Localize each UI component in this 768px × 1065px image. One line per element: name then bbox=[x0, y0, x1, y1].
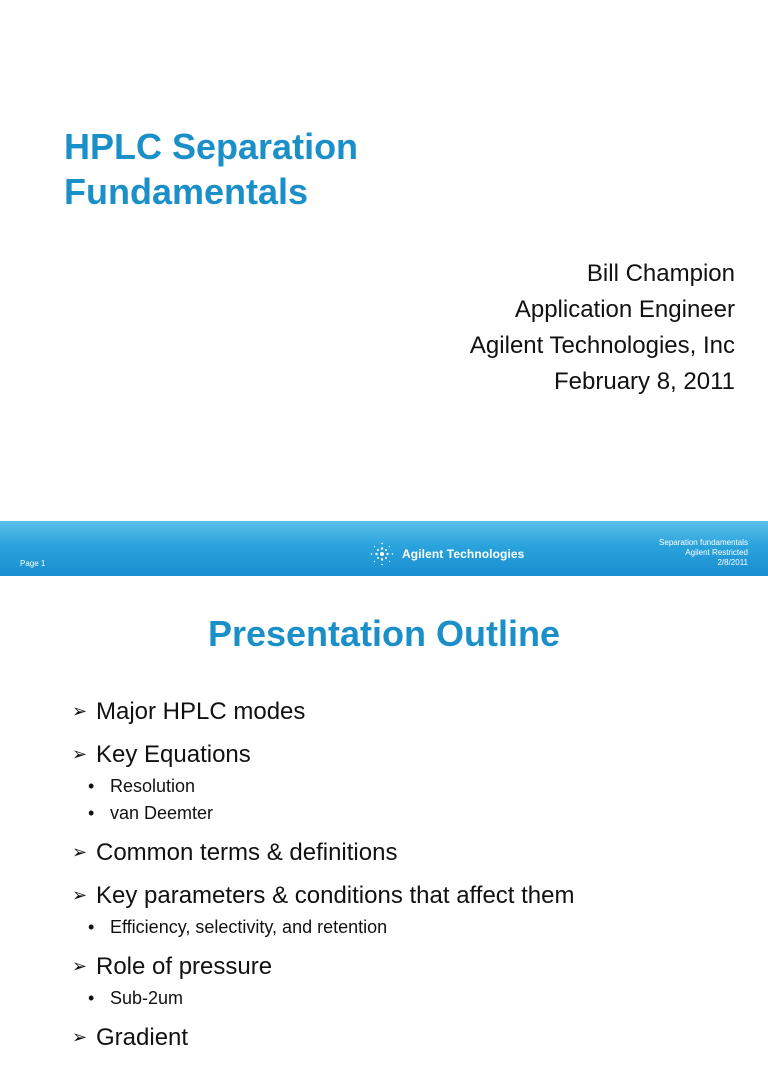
outline-item bbox=[72, 837, 752, 868]
footer-meta-date: 2/8/2011 bbox=[717, 558, 748, 567]
outline-subitem bbox=[88, 914, 752, 941]
arrow-bullet-icon: ➢ bbox=[72, 744, 88, 764]
outline-item-label: Key Equations bbox=[96, 741, 251, 768]
outline-subitem-label: Resolution bbox=[110, 776, 196, 796]
author-name: Bill Champion bbox=[586, 260, 735, 287]
author-block bbox=[470, 256, 735, 400]
arrow-bullet-icon: ➢ bbox=[72, 885, 88, 905]
presentation-date: February 8, 2011 bbox=[554, 368, 735, 395]
arrow-bullet-icon: ➢ bbox=[72, 1027, 88, 1047]
arrow-bullet-icon: ➢ bbox=[72, 956, 88, 976]
slide-title-line-1: HPLC Separation bbox=[64, 126, 359, 167]
outline-sublist bbox=[88, 985, 752, 1012]
slide-title-line-2: Fundamentals bbox=[64, 171, 309, 212]
outline-subitem bbox=[88, 800, 752, 827]
dot-bullet-icon: • bbox=[88, 988, 95, 1008]
outline-sublist bbox=[88, 914, 752, 941]
outline-item bbox=[72, 1022, 752, 1053]
slide-title bbox=[64, 124, 358, 214]
author-company: Agilent Technologies, Inc bbox=[469, 332, 735, 359]
outline-item-label: Key parameters & conditions that affect them bbox=[96, 882, 575, 909]
footer-band bbox=[0, 521, 768, 576]
outline-item-label: Common terms & definitions bbox=[96, 839, 398, 866]
outline-item-label: Role of pressure bbox=[96, 953, 273, 980]
outline-sublist bbox=[88, 773, 752, 827]
logo-text: Agilent Technologies bbox=[402, 547, 525, 561]
outline-slide bbox=[0, 576, 768, 1051]
footer-meta-topic: Separation fundamentals bbox=[659, 538, 748, 547]
dot-bullet-icon: • bbox=[88, 803, 95, 823]
footer-meta-classification: Agilent Restricted bbox=[685, 548, 748, 557]
outline-subitem bbox=[88, 985, 752, 1012]
outline-subitem-label: Sub-2um bbox=[110, 988, 184, 1008]
dot-bullet-icon: • bbox=[88, 917, 95, 937]
agilent-logo bbox=[368, 540, 524, 568]
footer-meta bbox=[659, 538, 748, 568]
outline-item bbox=[72, 880, 752, 911]
outline-item bbox=[72, 739, 752, 770]
outline-list bbox=[72, 696, 752, 1065]
author-role: Application Engineer bbox=[514, 296, 735, 323]
dot-bullet-icon: • bbox=[88, 776, 95, 796]
outline-subitem-label: Efficiency, selectivity, and retention bbox=[110, 917, 388, 937]
outline-item bbox=[72, 951, 752, 982]
outline-title: Presentation Outline bbox=[207, 613, 561, 654]
outline-item-label: Gradient bbox=[96, 1024, 189, 1051]
agilent-spark-icon bbox=[368, 540, 396, 568]
outline-subitem bbox=[88, 773, 752, 800]
page-number: Page 1 bbox=[20, 559, 46, 568]
arrow-bullet-icon: ➢ bbox=[72, 701, 88, 721]
arrow-bullet-icon: ➢ bbox=[72, 842, 88, 862]
outline-item bbox=[72, 696, 752, 727]
outline-subitem-label: van Deemter bbox=[110, 803, 214, 823]
outline-item-label: Major HPLC modes bbox=[96, 698, 306, 725]
